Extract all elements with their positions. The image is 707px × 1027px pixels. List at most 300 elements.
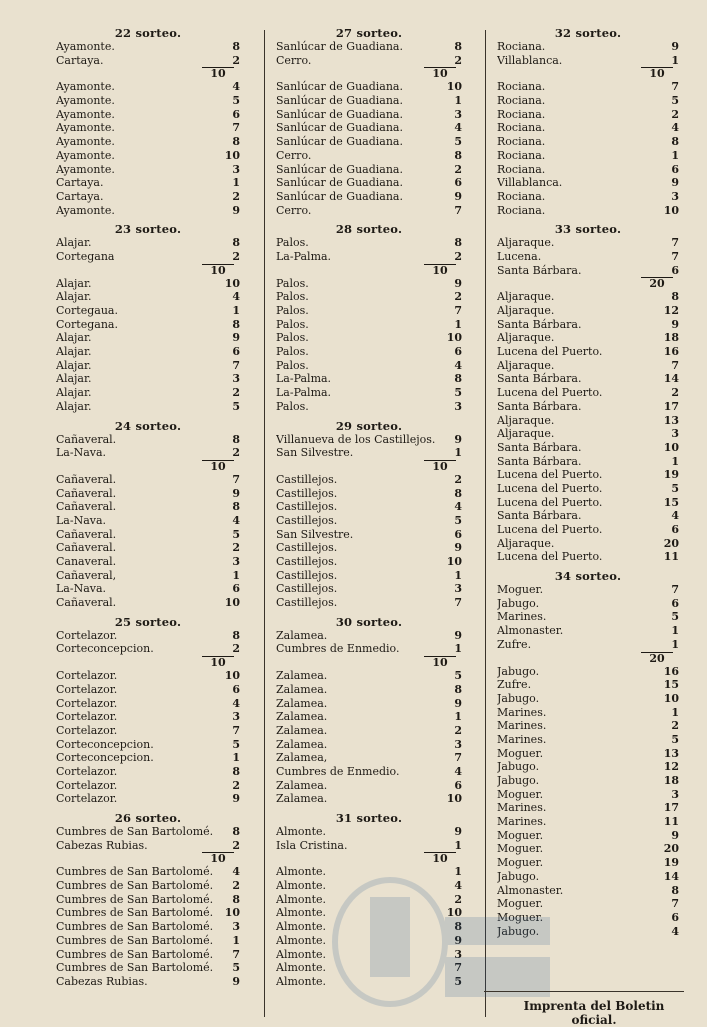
- municipality-name: Moguer.: [497, 856, 544, 870]
- lot-number: 18: [663, 774, 679, 787]
- municipality-name: Alajar.: [56, 276, 92, 290]
- municipality-name: La-Palma.: [276, 386, 332, 400]
- lot-number: 8: [454, 372, 462, 386]
- draw-row: [56, 345, 240, 359]
- lot-number: 5: [232, 961, 240, 975]
- allocation-row: [497, 40, 679, 54]
- lot-number: 2: [232, 446, 240, 460]
- lot-number: 3: [454, 107, 462, 121]
- lot-number: 5: [232, 737, 240, 751]
- allocation-row: [276, 825, 462, 839]
- draw-row: [497, 108, 679, 122]
- municipality-name: Almonaster.: [497, 624, 564, 638]
- municipality-name: Alajar.: [56, 290, 92, 304]
- sorteo-heading: 32 sorteo.: [554, 26, 622, 40]
- municipality-name: Cañaveral.: [56, 541, 117, 555]
- municipality-name: Palos.: [276, 399, 309, 413]
- lot-number: 14: [663, 372, 679, 386]
- municipality-name: Alajar.: [56, 386, 92, 400]
- lot-number: 2: [232, 879, 240, 893]
- municipality-name: Moguer.: [497, 828, 544, 842]
- lot-number: 3: [454, 399, 462, 413]
- draw-row: [497, 176, 679, 190]
- lot-number: 4: [232, 290, 240, 304]
- sorteo-heading: 28 sorteo.: [335, 222, 403, 237]
- lot-number: 7: [232, 947, 240, 961]
- draw-row: [56, 277, 240, 291]
- lot-number: 7: [454, 596, 462, 610]
- lot-number: 8: [232, 628, 240, 642]
- sorteo-heading: 24 sorteo.: [114, 418, 182, 433]
- lot-number: 1: [232, 568, 240, 582]
- allocation-row: [497, 250, 679, 264]
- lot-number: 5: [671, 610, 679, 624]
- municipality-name: Cortelazor.: [56, 792, 118, 806]
- lot-number: 4: [232, 80, 240, 94]
- section-gap: [497, 938, 679, 943]
- draw-row: [56, 80, 240, 94]
- draw-row: [276, 948, 462, 962]
- allocation-row: [276, 236, 462, 250]
- lot-number: 7: [232, 723, 240, 737]
- lot-number: 2: [671, 107, 679, 121]
- draw-row: [56, 135, 240, 149]
- municipality-name: Marines.: [497, 801, 547, 815]
- lot-number: 19: [663, 856, 679, 870]
- lot-number: 5: [454, 974, 462, 988]
- municipality-name: Sanlúcar de Guadiana.: [276, 162, 403, 176]
- municipality-name: Moguer.: [497, 842, 544, 856]
- municipality-name: Rociana.: [497, 203, 546, 217]
- draw-row: [497, 400, 679, 414]
- lot-number: 1: [454, 446, 462, 460]
- municipality-name: La-Palma.: [276, 372, 332, 386]
- municipality-name: Cortelazor.: [56, 669, 118, 683]
- draw-row: [56, 176, 240, 190]
- municipality-name: Almonte.: [276, 892, 327, 906]
- draw-row: [497, 414, 679, 428]
- draw-row: [56, 94, 240, 108]
- draw-row: [56, 893, 240, 907]
- lot-number: 9: [454, 541, 462, 555]
- lot-number: 9: [454, 933, 462, 947]
- lot-number: 6: [454, 527, 462, 541]
- municipality-name: Almonte.: [276, 974, 327, 988]
- lot-number: 1: [671, 53, 679, 67]
- sorteo-total: [497, 277, 679, 290]
- municipality-name: Cerro.: [276, 53, 312, 67]
- municipality-name: Cortegana: [56, 249, 115, 263]
- municipality-name: Cortegaua.: [56, 304, 118, 317]
- lot-number: 3: [232, 920, 240, 934]
- lot-number: 5: [454, 513, 462, 527]
- allocation-row: [56, 54, 240, 68]
- draw-row: [276, 596, 462, 610]
- municipality-name: Moguer.: [497, 897, 544, 911]
- municipality-name: Palos.: [276, 331, 309, 345]
- allocation-row: [56, 250, 240, 264]
- municipality-name: Cortelazor.: [56, 723, 118, 737]
- lot-number: 6: [232, 582, 240, 596]
- draw-row: [56, 204, 240, 218]
- municipality-name: Jabugo.: [497, 664, 540, 678]
- municipality-name: Villablanca.: [497, 53, 563, 67]
- draw-row: [497, 829, 679, 843]
- municipality-name: Ayamonte.: [56, 148, 115, 162]
- lot-number: 1: [232, 933, 240, 947]
- municipality-name: Ayamonte.: [56, 162, 115, 176]
- draw-row: [276, 710, 462, 724]
- lot-number: 10: [663, 203, 679, 217]
- municipality-name: Isla Cristina.: [276, 838, 348, 852]
- draw-row: [497, 290, 679, 304]
- lot-number: 19: [663, 468, 679, 482]
- lot-number: 9: [232, 486, 240, 500]
- draw-row: [276, 779, 462, 793]
- allocation-row: [56, 40, 240, 54]
- municipality-name: Zalamea.: [276, 723, 328, 737]
- lot-number: 2: [232, 838, 240, 852]
- draw-row: [56, 359, 240, 373]
- municipality-name: Marines.: [497, 705, 547, 719]
- allocation-row: [56, 839, 240, 853]
- lot-number: 2: [454, 472, 462, 486]
- column-1: [56, 26, 240, 1013]
- lot-number: 10: [446, 906, 462, 920]
- lot-number: 9: [671, 176, 679, 190]
- municipality-name: Cortelazor.: [56, 682, 118, 696]
- municipality-name: Jabugo.: [497, 774, 540, 787]
- municipality-name: Lucena del Puerto.: [497, 345, 603, 359]
- draw-row: [276, 121, 462, 135]
- draw-row: [56, 697, 240, 711]
- municipality-name: Alajar.: [56, 331, 92, 345]
- lot-number: 6: [454, 176, 462, 190]
- municipality-name: Cabezas Rubias.: [56, 974, 148, 988]
- sorteo-total: [56, 264, 240, 277]
- municipality-name: Canaveral.: [56, 555, 117, 568]
- allocation-row: [497, 583, 679, 597]
- municipality-name: Zalamea.: [276, 792, 328, 806]
- draw-row: [276, 190, 462, 204]
- lot-number: 1: [671, 624, 679, 638]
- lot-number: 13: [663, 746, 679, 760]
- draw-row: [56, 514, 240, 528]
- draw-row: [276, 304, 462, 318]
- draw-row: [56, 555, 240, 569]
- municipality-name: Sanlúcar de Guadiana.: [276, 121, 403, 135]
- lot-number: 4: [454, 879, 462, 893]
- lot-number: 6: [232, 682, 240, 696]
- draw-row: [276, 318, 462, 332]
- draw-row: [276, 934, 462, 948]
- municipality-name: Villanueva de los Castillejos.: [276, 432, 436, 446]
- lot-number: 10: [446, 555, 462, 568]
- draw-row: [56, 879, 240, 893]
- draw-row: [56, 779, 240, 793]
- lot-number: 8: [232, 317, 240, 331]
- lot-number: 6: [232, 345, 240, 359]
- allocation-row: [276, 629, 462, 643]
- lot-number: 7: [671, 80, 679, 94]
- municipality-name: Sanlúcar de Guadiana.: [276, 40, 403, 53]
- municipality-name: Rociana.: [497, 135, 546, 149]
- lot-number: 20: [663, 536, 679, 550]
- lot-number: 2: [232, 778, 240, 792]
- municipality-name: Lucena del Puerto.: [497, 481, 603, 495]
- municipality-name: Aljaraque.: [497, 427, 555, 441]
- lot-number: 2: [454, 290, 462, 304]
- draw-row: [56, 372, 240, 386]
- lot-number: 8: [454, 920, 462, 934]
- draw-row: [56, 906, 240, 920]
- municipality-name: San Silvestre.: [276, 446, 354, 460]
- draw-row: [56, 163, 240, 177]
- lot-number: 12: [663, 760, 679, 774]
- draw-row: [497, 331, 679, 345]
- lot-number: 9: [671, 828, 679, 842]
- lot-number: 7: [232, 121, 240, 135]
- draw-row: [276, 792, 462, 806]
- lot-number: 2: [454, 53, 462, 67]
- draw-row: [56, 190, 240, 204]
- municipality-name: Sanlúcar de Guadiana.: [276, 107, 403, 121]
- draw-row: [276, 331, 462, 345]
- lot-number: 2: [232, 249, 240, 263]
- lot-number: 10: [224, 669, 240, 683]
- municipality-name: Zalamea.: [276, 682, 328, 696]
- draw-row: [497, 788, 679, 802]
- draw-row: [276, 290, 462, 304]
- draw-row: [56, 500, 240, 514]
- draw-row: [497, 149, 679, 163]
- lot-number: 2: [671, 719, 679, 733]
- municipality-name: Sanlúcar de Guadiana.: [276, 135, 403, 149]
- draw-row: [497, 719, 679, 733]
- municipality-name: Aljaraque.: [497, 331, 555, 345]
- lot-number: 2: [232, 386, 240, 400]
- municipality-name: Cartaya.: [56, 189, 104, 203]
- municipality-name: Cortelazor.: [56, 778, 118, 792]
- draw-row: [276, 277, 462, 291]
- municipality-name: Cañaveral.: [56, 432, 117, 446]
- allocation-row: [497, 54, 679, 68]
- municipality-name: Cerro.: [276, 203, 312, 217]
- municipality-name: Jabugo.: [497, 596, 540, 610]
- draw-row: [276, 975, 462, 989]
- municipality-name: Moguer.: [497, 910, 544, 924]
- allocation-row: [276, 40, 462, 54]
- municipality-name: Aljaraque.: [497, 304, 555, 317]
- municipality-name: Villablanca.: [497, 176, 563, 190]
- municipality-name: Cerro.: [276, 148, 312, 162]
- municipality-name: Sanlúcar de Guadiana.: [276, 94, 403, 108]
- lot-number: 9: [232, 792, 240, 806]
- draw-row: [276, 149, 462, 163]
- lot-number: 11: [663, 550, 679, 564]
- draw-row: [497, 482, 679, 496]
- draw-row: [276, 176, 462, 190]
- municipality-name: Corteconcepcion.: [56, 737, 154, 751]
- draw-row: [497, 121, 679, 135]
- sorteo-total: [497, 652, 679, 665]
- lot-number: 4: [232, 513, 240, 527]
- municipality-name: Aljaraque.: [497, 413, 555, 427]
- allocation-row: [497, 624, 679, 638]
- allocation-row: [497, 597, 679, 611]
- draw-row: [497, 386, 679, 400]
- lot-number: 1: [671, 454, 679, 468]
- municipality-name: Marines.: [497, 732, 547, 746]
- draw-row: [276, 751, 462, 765]
- draw-row: [56, 331, 240, 345]
- allocation-row: [56, 236, 240, 250]
- draw-row: [276, 738, 462, 752]
- lot-number: 6: [671, 523, 679, 536]
- total-value: 10: [424, 67, 456, 80]
- allocation-row: [497, 236, 679, 250]
- draw-row: [56, 865, 240, 879]
- lot-number: 8: [232, 432, 240, 446]
- municipality-name: Palos.: [276, 317, 309, 331]
- draw-row: [56, 487, 240, 501]
- draw-row: [497, 774, 679, 788]
- lot-number: 1: [454, 710, 462, 724]
- draw-row: [56, 108, 240, 122]
- municipality-name: Ayamonte.: [56, 135, 115, 149]
- lot-number: 8: [232, 764, 240, 778]
- lot-number: 14: [663, 869, 679, 883]
- sorteo-total: [276, 852, 462, 865]
- total-value: 20: [641, 652, 673, 665]
- draw-row: [276, 765, 462, 779]
- municipality-name: Santa Bárbara.: [497, 509, 582, 523]
- lot-number: 3: [232, 372, 240, 386]
- draw-row: [56, 683, 240, 697]
- draw-row: [56, 934, 240, 948]
- draw-row: [497, 733, 679, 747]
- draw-row: [497, 94, 679, 108]
- municipality-name: Cumbres de San Bartolomé.: [56, 879, 214, 893]
- municipality-name: La-Palma.: [276, 249, 332, 263]
- municipality-name: Rociana.: [497, 189, 546, 203]
- municipality-name: Aljaraque.: [497, 358, 555, 372]
- municipality-name: Cartaya.: [56, 176, 104, 190]
- lot-number: 18: [663, 331, 679, 345]
- draw-row: [276, 500, 462, 514]
- municipality-name: Cañaveral.: [56, 527, 117, 541]
- lot-number: 8: [232, 892, 240, 906]
- total-value: 10: [424, 852, 456, 865]
- municipality-name: Lucena del Puerto.: [497, 386, 603, 400]
- lot-number: 8: [671, 290, 679, 304]
- municipality-name: Cumbres de San Bartolomé.: [56, 892, 214, 906]
- lot-number: 4: [671, 924, 679, 938]
- lot-number: 9: [232, 203, 240, 217]
- municipality-name: Lucena.: [497, 249, 542, 263]
- municipality-name: Cumbres de San Bartolomé.: [56, 947, 214, 961]
- lot-number: 6: [671, 162, 679, 176]
- municipality-name: Zufre.: [497, 637, 532, 651]
- draw-row: [56, 920, 240, 934]
- municipality-name: Santa Bárbara.: [497, 372, 582, 386]
- municipality-name: Palos.: [276, 358, 309, 372]
- lot-number: 7: [671, 583, 679, 597]
- sorteo-total: [497, 67, 679, 80]
- lot-number: 15: [663, 678, 679, 692]
- draw-row: [276, 473, 462, 487]
- municipality-name: La-Nava.: [56, 446, 107, 460]
- lot-number: 10: [446, 792, 462, 806]
- municipality-name: Aljaraque.: [497, 290, 555, 304]
- lot-number: 1: [671, 637, 679, 651]
- draw-row: [497, 304, 679, 318]
- municipality-name: Rociana.: [497, 148, 546, 162]
- draw-row: [497, 550, 679, 564]
- municipality-name: Aljaraque.: [497, 236, 555, 250]
- draw-row: [56, 541, 240, 555]
- municipality-name: Jabugo.: [497, 924, 540, 938]
- lot-number: 4: [454, 121, 462, 135]
- draw-row: [56, 596, 240, 610]
- lot-number: 5: [671, 732, 679, 746]
- draw-row: [56, 948, 240, 962]
- lot-number: 5: [232, 94, 240, 108]
- allocation-row: [56, 433, 240, 447]
- allocation-row: [497, 638, 679, 652]
- municipality-name: Jabugo.: [497, 760, 540, 774]
- draw-row: [497, 509, 679, 523]
- total-value: 10: [202, 656, 234, 669]
- lot-number: 6: [671, 596, 679, 610]
- municipality-name: La-Nava.: [56, 513, 107, 527]
- lot-number: 10: [224, 906, 240, 920]
- municipality-name: Santa Bárbara.: [497, 317, 582, 331]
- municipality-name: Alajar.: [56, 399, 92, 413]
- draw-row: [56, 318, 240, 332]
- draw-row: [56, 975, 240, 989]
- municipality-name: Zalamea.: [276, 696, 328, 710]
- allocation-row: [276, 54, 462, 68]
- draw-row: [276, 724, 462, 738]
- section-gap: [56, 989, 240, 994]
- municipality-name: Alajar.: [56, 236, 92, 250]
- draw-row: [276, 683, 462, 697]
- lot-number: 3: [232, 555, 240, 568]
- municipality-name: Zalamea,: [276, 751, 328, 765]
- total-value: 10: [202, 67, 234, 80]
- draw-row: [497, 911, 679, 925]
- sorteo-total: [276, 67, 462, 80]
- lot-number: 7: [454, 203, 462, 217]
- draw-row: [56, 738, 240, 752]
- printer-imprint: Imprenta del Boletin oficial.: [523, 999, 665, 1027]
- municipality-name: Jabugo.: [497, 691, 540, 705]
- draw-row: [497, 537, 679, 551]
- municipality-name: Moguer.: [497, 583, 544, 597]
- draw-row: [497, 842, 679, 856]
- lot-number: 10: [663, 440, 679, 454]
- lot-number: 3: [454, 737, 462, 751]
- lot-number: 2: [671, 386, 679, 400]
- municipality-name: Almonte.: [276, 933, 327, 947]
- municipality-name: Cañaveral.: [56, 596, 117, 610]
- lot-number: 2: [454, 723, 462, 737]
- lot-number: 9: [232, 974, 240, 988]
- draw-row: [497, 692, 679, 706]
- municipality-name: Jabugo.: [497, 869, 540, 883]
- draw-row: [56, 386, 240, 400]
